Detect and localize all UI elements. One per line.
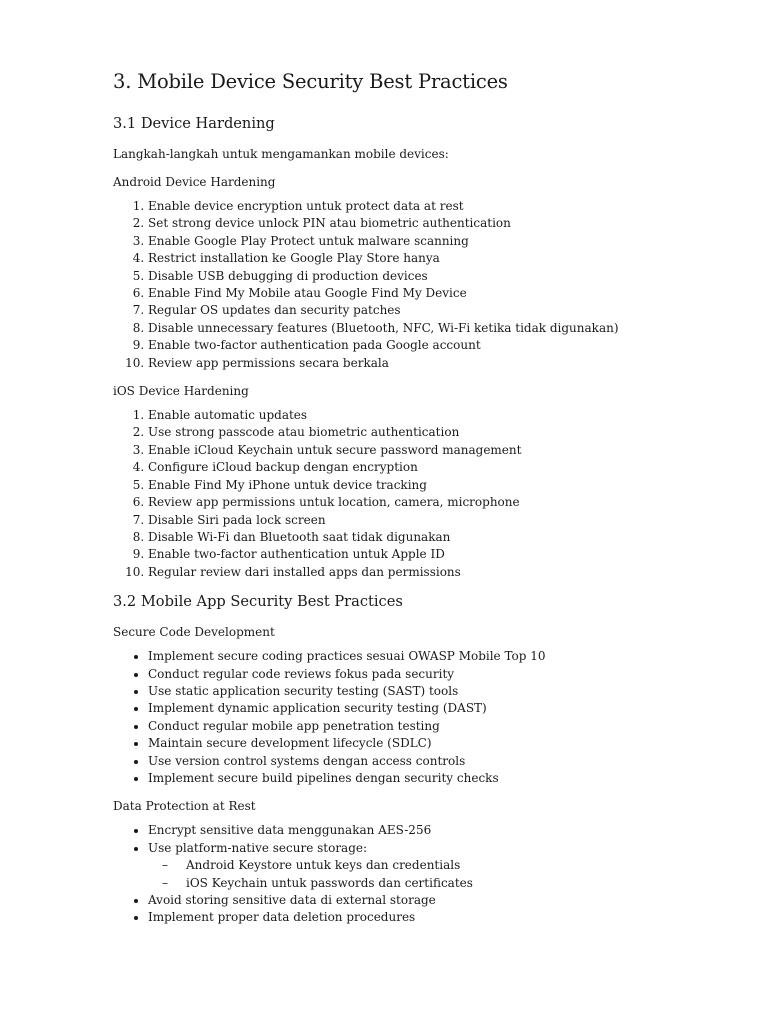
list-item: 9. Enable two-factor authentication untuk Apple ID (148, 546, 733, 563)
list-item: 6. Review app permissions untuk location, camera, microphone (148, 494, 733, 511)
ios-hardening-heading: iOS Device Hardening (113, 384, 249, 399)
data-rest-heading: Data Protection at Rest (113, 799, 256, 814)
list-item: • Maintain secure development lifecycle (SDLC) (148, 735, 733, 752)
list-item: • Implement dynamic application security testing (DAST) (148, 700, 733, 717)
list-item: 3. Enable Google Play Protect untuk malware scanning (148, 233, 733, 250)
list-item: • Encrypt sensitive data menggunakan AES-256 (148, 822, 733, 839)
section-3-1-intro: Langkah-langkah untuk mengamankan mobile devices: (113, 147, 449, 161)
list-item: • Implement proper data deletion procedures (148, 909, 733, 926)
list-item: 1. Enable automatic updates (148, 407, 733, 424)
list-item: • Implement secure coding practices sesuai OWASP Mobile Top 10 (148, 648, 733, 665)
list-item: 10. Review app permissions secara berkala (148, 355, 733, 372)
list-item: 3. Enable iCloud Keychain untuk secure password management (148, 442, 733, 459)
list-item: 4. Configure iCloud backup dengan encryption (148, 459, 733, 476)
document-page (113, 68, 733, 937)
list-item (148, 840, 733, 892)
list-item: 8. Disable unnecessary features (Bluetooth, NFC, Wi-Fi ketika tidak digunakan) (148, 320, 733, 337)
data-rest-list (113, 822, 733, 926)
list-item: • Implement secure build pipelines dengan security checks (148, 770, 733, 787)
list-item: • Use static application security testing (SAST) tools (148, 683, 733, 700)
list-item: 7. Disable Siri pada lock screen (148, 512, 733, 529)
list-item: 1. Enable device encryption untuk protect data at rest (148, 198, 733, 215)
list-item: 7. Regular OS updates dan security patches (148, 302, 733, 319)
list-item-text: Use platform-native secure storage: (148, 840, 368, 855)
list-item: 8. Disable Wi-Fi dan Bluetooth saat tidak digunakan (148, 529, 733, 546)
android-hardening-list (113, 198, 733, 372)
section-3-2-title: 3.2 Mobile App Security Best Practices (113, 593, 403, 611)
secure-code-list (113, 648, 733, 787)
list-item: • Conduct regular code reviews fokus pada security (148, 666, 733, 683)
list-item: 2. Use strong passcode atau biometric authentication (148, 424, 733, 441)
secure-code-heading: Secure Code Development (113, 625, 275, 640)
list-item: 10. Regular review dari installed apps dan permissions (148, 564, 733, 581)
list-item: 4. Restrict installation ke Google Play Store hanya (148, 250, 733, 267)
list-item: • Avoid storing sensitive data di external storage (148, 892, 733, 909)
list-item: • Use version control systems dengan access controls (148, 753, 733, 770)
sub-list-item: – iOS Keychain untuk passwords dan certificates (186, 875, 733, 892)
ios-hardening-list (113, 407, 733, 581)
list-item: 5. Enable Find My iPhone untuk device tracking (148, 477, 733, 494)
list-item: • Conduct regular mobile app penetration testing (148, 718, 733, 735)
page-title: 3. Mobile Device Security Best Practices (113, 70, 508, 93)
sub-list-item: – Android Keystore untuk keys dan credentials (186, 857, 733, 874)
list-item: 2. Set strong device unlock PIN atau biometric authentication (148, 215, 733, 232)
android-hardening-heading: Android Device Hardening (113, 175, 276, 189)
list-item: 9. Enable two-factor authentication pada Google account (148, 337, 733, 354)
secure-storage-sublist (148, 857, 733, 892)
section-3-1-title: 3.1 Device Hardening (113, 115, 275, 132)
list-item: 6. Enable Find My Mobile atau Google Find My Device (148, 285, 733, 302)
list-item: 5. Disable USB debugging di production devices (148, 268, 733, 285)
